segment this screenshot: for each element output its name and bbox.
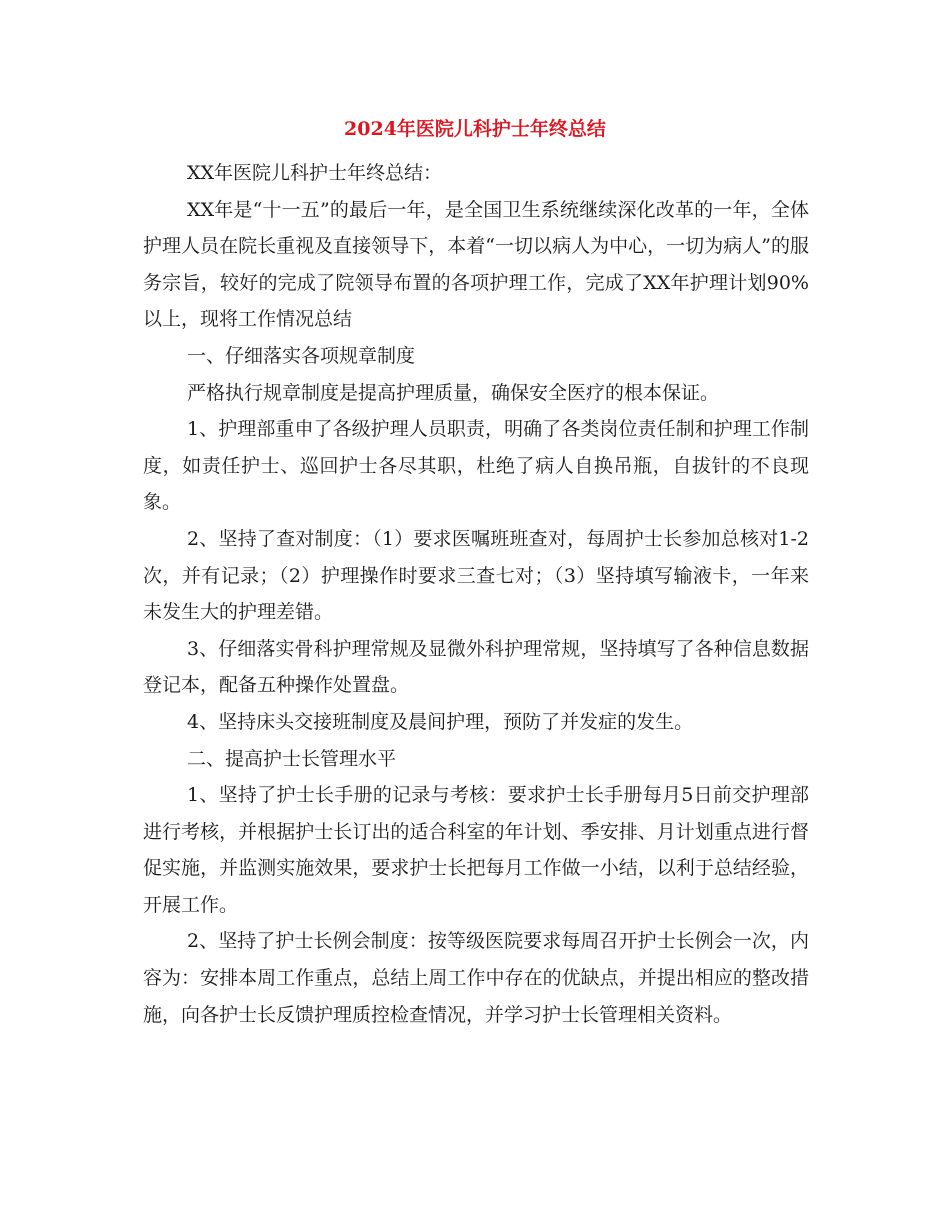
paragraph-item-2-2: 2、坚持了护士长例会制度：按等级医院要求每周召开护士长例会一次，内容为：安排本周工作重点，总结上周工作中存在的优缺点，并提出相应的整改措施，向各护士长反馈护理质控检查情况，并学习护士长管理相关资料。 — [143, 930, 809, 1026]
paragraph-item-1-2: 2、坚持了查对制度：（1）要求医嘱班班查对，每周护士长参加总核对1-2次，并有记录；（2）护理操作时要求三查七对；（3）坚持填写输液卡，一年来未发生大的护理差错。 — [143, 527, 809, 624]
document-title: 2024年医院儿科护士年终总结 — [344, 118, 606, 140]
paragraph-item-1-3: 3、仔细落实骨科护理常规及显微外科护理常规，坚持填写了各种信息数据登记本，配备五种操作处置盘。 — [143, 637, 809, 697]
paragraph-item-1-1: 1、护理部重申了各级护理人员职责，明确了各类岗位责任制和护理工作制度，如责任护士、巡回护士各尽其职，杜绝了病人自换吊瓶，自拔针的不良现象。 — [143, 418, 809, 514]
paragraph-intro-heading: XX年医院儿科护士年终总结： — [187, 162, 443, 184]
paragraph-rules-importance: 严格执行规章制度是提高护理质量，确保安全医疗的根本保证。 — [187, 381, 720, 404]
paragraph-item-2-1: 1、坚持了护士长手册的记录与考核：要求护士长手册每月5日前交护理部进行考核，并根据护士长订出的适合科室的年计划、季安排、月计划重点进行督促实施，并监测实施效果，要求护士长把每月工作做一小结，以利于总结经验，开展工作。 — [143, 784, 809, 916]
section-heading-2: 二、提高护士长管理水平 — [187, 747, 397, 770]
paragraph-item-1-4: 4、坚持床头交接班制度及晨间护理，预防了并发症的发生。 — [187, 710, 694, 733]
paragraph-overview: XX年是“十一五”的最后一年，是全国卫生系统继续深化改革的一年，全体护理人员在院长重视及直接领导下，本着“一切以病人为中心，一切为病人”的服务宗旨，较好的完成了院领导布置的各项护理工作，完成了XX年护理计划90%以上，现将工作情况总结 — [143, 198, 809, 331]
section-heading-1: 一、仔细落实各项规章制度 — [187, 344, 416, 367]
document-body — [143, 155, 809, 1033]
